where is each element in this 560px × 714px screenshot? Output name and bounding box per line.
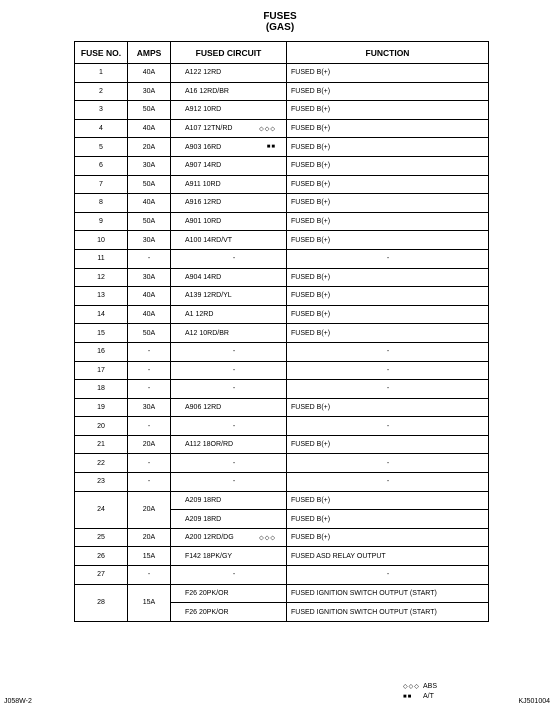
- legend-item: [403, 682, 437, 692]
- table-row: [75, 212, 489, 231]
- table-row: [75, 324, 489, 343]
- fuse-function: FUSED B(+): [287, 398, 489, 417]
- fuse-function: -: [287, 361, 489, 380]
- at-marker-icon: ■■: [403, 694, 413, 700]
- footer-right-code: KJ501004: [518, 698, 550, 705]
- table-row: [75, 417, 489, 436]
- table-header-row: [75, 42, 489, 64]
- fuse-function: -: [287, 342, 489, 361]
- fuse-number: 24: [75, 491, 128, 528]
- table-row: [75, 380, 489, 399]
- fused-circuit: A907 14RD: [185, 162, 222, 170]
- abs-marker-icon: ◇◇◇: [259, 535, 276, 542]
- fuse-amps: 15A: [128, 584, 171, 621]
- fuse-amps: 20A: [128, 528, 171, 547]
- fuse-amps: 40A: [128, 64, 171, 83]
- table-row: [75, 268, 489, 287]
- fused-circuit-cell: [171, 566, 287, 585]
- fuse-amps: 20A: [128, 435, 171, 454]
- fuse-function: FUSED B(+): [287, 510, 489, 529]
- fuse-number: 6: [75, 156, 128, 175]
- fuse-function: -: [287, 566, 489, 585]
- fuse-function: FUSED B(+): [287, 435, 489, 454]
- table-row: [75, 138, 489, 157]
- fused-circuit-cell: [171, 528, 287, 547]
- fused-circuit-cell: [171, 603, 287, 622]
- fuse-number: 19: [75, 398, 128, 417]
- fuse-number: 23: [75, 473, 128, 492]
- fused-circuit: A912 10RD: [185, 106, 222, 114]
- fuse-function: FUSED B(+): [287, 491, 489, 510]
- table-row: [75, 175, 489, 194]
- fuse-function: FUSED B(+): [287, 101, 489, 120]
- fuse-amps: 30A: [128, 268, 171, 287]
- fuse-function: FUSED B(+): [287, 268, 489, 287]
- fuse-function: FUSED B(+): [287, 231, 489, 250]
- fuse-function: -: [287, 417, 489, 436]
- fuse-number: 4: [75, 119, 128, 138]
- fused-circuit-cell: [171, 119, 287, 138]
- fused-circuit-cell: [171, 175, 287, 194]
- table-row: [75, 473, 489, 492]
- fused-circuit-cell: [171, 287, 287, 306]
- table-row: [75, 491, 489, 510]
- fuse-amps: -: [128, 380, 171, 399]
- fuse-amps: 50A: [128, 324, 171, 343]
- fuse-number: 16: [75, 342, 128, 361]
- fused-circuit: A200 12RD/DG: [185, 534, 234, 542]
- fuse-amps: 40A: [128, 119, 171, 138]
- page-title: FUSES: [263, 11, 297, 22]
- table-row: [75, 342, 489, 361]
- fuse-number: 8: [75, 194, 128, 213]
- page-subtitle: (GAS): [265, 22, 295, 33]
- fuse-amps: 40A: [128, 305, 171, 324]
- fuse-amps: 30A: [128, 156, 171, 175]
- fused-circuit-cell: [171, 547, 287, 566]
- fuse-amps: -: [128, 249, 171, 268]
- fuse-function: FUSED B(+): [287, 82, 489, 101]
- fused-circuit-cell: [171, 231, 287, 250]
- fuse-number: 25: [75, 528, 128, 547]
- fuse-number: 1: [75, 64, 128, 83]
- fuse-amps: 40A: [128, 194, 171, 213]
- fuse-amps: -: [128, 566, 171, 585]
- fuse-function: -: [287, 473, 489, 492]
- fused-circuit-cell: [171, 454, 287, 473]
- fuse-function: FUSED ASD RELAY OUTPUT: [287, 547, 489, 566]
- abs-marker-icon: ◇◇◇: [259, 126, 276, 133]
- table-row: [75, 156, 489, 175]
- table-row: [75, 584, 489, 603]
- fuse-amps: 40A: [128, 287, 171, 306]
- fuse-number: 11: [75, 249, 128, 268]
- table-row: [75, 64, 489, 83]
- fused-circuit: -: [232, 255, 236, 263]
- fuse-function: FUSED B(+): [287, 156, 489, 175]
- fused-circuit: -: [232, 385, 236, 393]
- fused-circuit: A904 14RD: [185, 273, 222, 281]
- fuse-function: FUSED B(+): [287, 212, 489, 231]
- fuse-amps: 30A: [128, 82, 171, 101]
- fused-circuit: A209 18RD: [185, 515, 222, 523]
- fused-circuit: F142 18PK/GY: [185, 552, 233, 560]
- fuse-number: 12: [75, 268, 128, 287]
- table-row: [75, 528, 489, 547]
- fuse-table: [74, 41, 489, 622]
- fused-circuit-cell: [171, 510, 287, 529]
- table-row: [75, 305, 489, 324]
- fused-circuit-cell: [171, 417, 287, 436]
- fuse-function: FUSED B(+): [287, 324, 489, 343]
- table-row: [75, 454, 489, 473]
- fuse-amps: -: [128, 342, 171, 361]
- fuse-function: FUSED B(+): [287, 64, 489, 83]
- fused-circuit: A139 12RD/YL: [185, 292, 232, 300]
- fuse-function: FUSED B(+): [287, 175, 489, 194]
- fuse-function: FUSED IGNITION SWITCH OUTPUT (START): [287, 584, 489, 603]
- header-function: FUNCTION: [287, 42, 489, 64]
- at-marker-icon: ■■: [266, 144, 276, 151]
- legend-item: [403, 692, 437, 702]
- fuse-number: 28: [75, 584, 128, 621]
- fused-circuit: A100 14RD/VT: [185, 236, 233, 244]
- table-row: [75, 249, 489, 268]
- footer-left-code: J058W-2: [4, 698, 32, 705]
- fused-circuit: A903 16RD: [185, 143, 222, 151]
- fused-circuit: -: [232, 571, 236, 579]
- fuse-number: 7: [75, 175, 128, 194]
- fuse-number: 22: [75, 454, 128, 473]
- fuse-amps: 50A: [128, 101, 171, 120]
- fused-circuit-cell: [171, 473, 287, 492]
- table-row: [75, 547, 489, 566]
- fused-circuit-cell: [171, 305, 287, 324]
- fused-circuit: A112 18OR/RD: [185, 441, 234, 449]
- fuse-number: 9: [75, 212, 128, 231]
- fused-circuit: A916 12RD: [185, 199, 222, 207]
- header-amps: AMPS: [128, 42, 171, 64]
- fused-circuit: F26 20PK/OR: [185, 589, 229, 597]
- fused-circuit: A16 12RD/BR: [185, 87, 229, 95]
- table-row: [75, 194, 489, 213]
- table-row: [75, 566, 489, 585]
- table-row: [75, 398, 489, 417]
- fused-circuit-cell: [171, 380, 287, 399]
- fused-circuit-cell: [171, 361, 287, 380]
- fused-circuit-cell: [171, 324, 287, 343]
- fused-circuit: -: [232, 366, 236, 374]
- table-row: [75, 287, 489, 306]
- fuse-function: FUSED B(+): [287, 194, 489, 213]
- fused-circuit: A12 10RD/BR: [185, 329, 229, 337]
- fused-circuit-cell: [171, 342, 287, 361]
- table-row: [75, 119, 489, 138]
- fuse-amps: 30A: [128, 231, 171, 250]
- header-fuse-no: FUSE NO.: [75, 42, 128, 64]
- fused-circuit: A911 10RD: [185, 180, 221, 188]
- fuse-amps: 50A: [128, 212, 171, 231]
- table-row: [75, 82, 489, 101]
- fused-circuit-cell: [171, 249, 287, 268]
- fuse-amps: 50A: [128, 175, 171, 194]
- legend-label: A/T: [423, 693, 434, 700]
- fuse-number: 21: [75, 435, 128, 454]
- fuse-function: FUSED B(+): [287, 119, 489, 138]
- fuse-function: FUSED B(+): [287, 528, 489, 547]
- fuse-number: 14: [75, 305, 128, 324]
- fused-circuit-cell: [171, 194, 287, 213]
- fuse-number: 13: [75, 287, 128, 306]
- fused-circuit-cell: [171, 398, 287, 417]
- fused-circuit: A209 18RD: [185, 496, 222, 504]
- fuse-number: 2: [75, 82, 128, 101]
- fuse-number: 5: [75, 138, 128, 157]
- fused-circuit: A1 12RD: [185, 311, 214, 319]
- table-row: [75, 101, 489, 120]
- fused-circuit: -: [232, 478, 236, 486]
- fused-circuit-cell: [171, 212, 287, 231]
- fuse-number: 15: [75, 324, 128, 343]
- fused-circuit: -: [232, 459, 236, 467]
- fused-circuit: F26 20PK/OR: [185, 608, 229, 616]
- table-row: [75, 361, 489, 380]
- legend-label: ABS: [423, 683, 438, 690]
- fused-circuit-cell: [171, 584, 287, 603]
- fused-circuit: A906 12RD: [185, 403, 222, 411]
- fuse-number: 27: [75, 566, 128, 585]
- fuse-amps: -: [128, 473, 171, 492]
- fused-circuit-cell: [171, 64, 287, 83]
- fused-circuit: A901 10RD: [185, 218, 222, 226]
- fused-circuit-cell: [171, 435, 287, 454]
- abs-marker-icon: ◇◇◇: [403, 684, 420, 690]
- fused-circuit-cell: [171, 156, 287, 175]
- fused-circuit: -: [232, 348, 236, 356]
- fuse-function: -: [287, 380, 489, 399]
- fuse-number: 17: [75, 361, 128, 380]
- fuse-amps: 15A: [128, 547, 171, 566]
- fuse-number: 26: [75, 547, 128, 566]
- fuse-amps: -: [128, 361, 171, 380]
- fuse-amps: 20A: [128, 138, 171, 157]
- fuse-number: 20: [75, 417, 128, 436]
- fused-circuit: A107 12TN/RD: [185, 125, 233, 133]
- fuse-amps: 30A: [128, 398, 171, 417]
- fused-circuit-cell: [171, 101, 287, 120]
- fuse-number: 10: [75, 231, 128, 250]
- fuse-function: FUSED IGNITION SWITCH OUTPUT (START): [287, 603, 489, 622]
- fuse-function: -: [287, 454, 489, 473]
- fuse-amps: -: [128, 417, 171, 436]
- fused-circuit: -: [232, 422, 236, 430]
- header-fused-circuit: FUSED CIRCUIT: [171, 42, 287, 64]
- fused-circuit-cell: [171, 268, 287, 287]
- table-row: [75, 435, 489, 454]
- fuse-amps: -: [128, 454, 171, 473]
- fused-circuit-cell: [171, 491, 287, 510]
- table-row: [75, 231, 489, 250]
- fuse-function: FUSED B(+): [287, 138, 489, 157]
- legend: [403, 682, 437, 702]
- fused-circuit: A122 12RD: [185, 69, 222, 77]
- fused-circuit-cell: [171, 138, 287, 157]
- fused-circuit-cell: [171, 82, 287, 101]
- fuse-number: 18: [75, 380, 128, 399]
- fuse-function: FUSED B(+): [287, 305, 489, 324]
- fuse-function: -: [287, 249, 489, 268]
- fuse-function: FUSED B(+): [287, 287, 489, 306]
- fuse-number: 3: [75, 101, 128, 120]
- fuse-amps: 20A: [128, 491, 171, 528]
